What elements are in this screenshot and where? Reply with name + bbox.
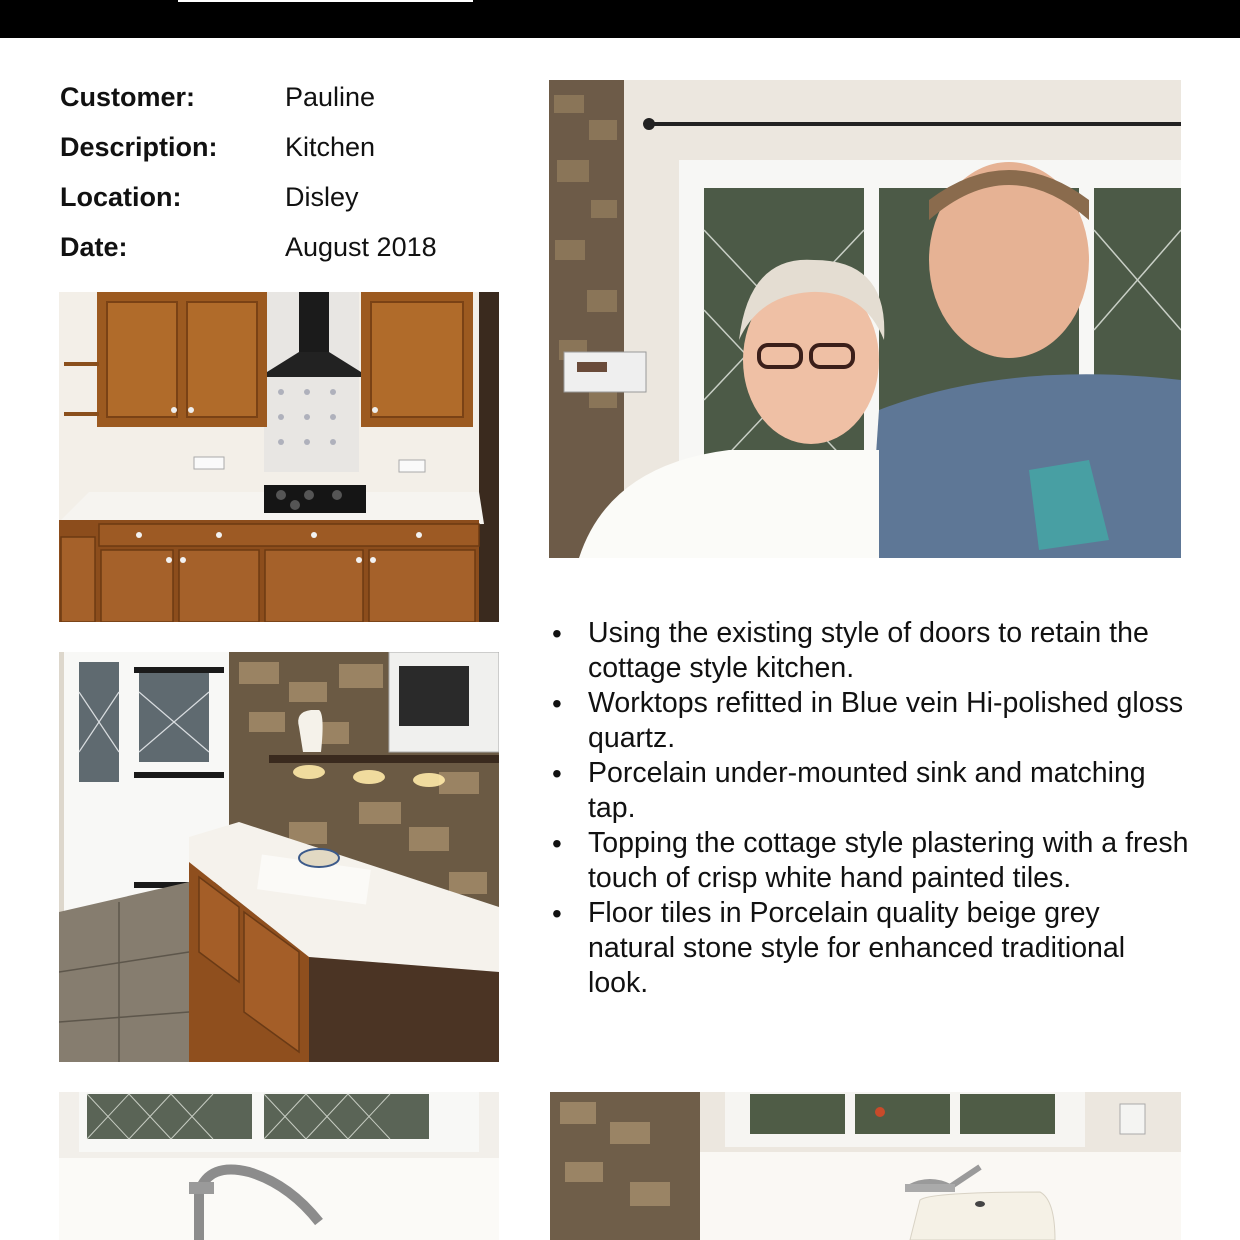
description-label: Description: [60, 131, 218, 162]
feature-item: • Worktops refitted in Blue vein Hi-polished gloss quartz. [552, 686, 1192, 756]
feature-list [552, 616, 1192, 1001]
photo-sink-tap-closeup [59, 1092, 499, 1240]
project-info [60, 72, 520, 272]
feature-item: • Topping the cottage style plastering with a fresh touch of crisp white hand painted tiles. [552, 826, 1192, 896]
location-value: Disley [285, 181, 359, 212]
banner-accent-line [178, 0, 473, 2]
date-label: Date: [60, 231, 128, 262]
info-row-location [60, 172, 520, 222]
customer-label: Customer: [60, 81, 196, 112]
info-row-customer [60, 72, 520, 122]
info-row-description [60, 122, 520, 172]
photo-kitchen-cabinets [59, 292, 499, 622]
date-value: August 2018 [285, 231, 437, 262]
feature-item: • Porcelain under-mounted sink and matching tap. [552, 756, 1192, 826]
photo-kitchen-cabinets-image [59, 292, 499, 622]
info-row-date [60, 222, 520, 272]
feature-item: • Floor tiles in Porcelain quality beige grey natural stone style for enhanced traditional look. [552, 896, 1192, 1001]
location-label: Location: [60, 181, 182, 212]
customer-value: Pauline [285, 81, 376, 112]
description-value: Kitchen [285, 131, 376, 162]
photo-customer-selfie-image [549, 80, 1181, 558]
top-banner [0, 0, 1240, 38]
photo-counter-stone-wall [59, 652, 499, 1062]
photo-sink-window-view [550, 1092, 1181, 1240]
photo-sink-tap-closeup-image [59, 1092, 499, 1240]
photo-customer-selfie [549, 80, 1181, 558]
feature-item: • Using the existing style of doors to retain the cottage style kitchen. [552, 616, 1192, 686]
photo-sink-window-view-image [550, 1092, 1181, 1240]
photo-counter-stone-wall-image [59, 652, 499, 1062]
